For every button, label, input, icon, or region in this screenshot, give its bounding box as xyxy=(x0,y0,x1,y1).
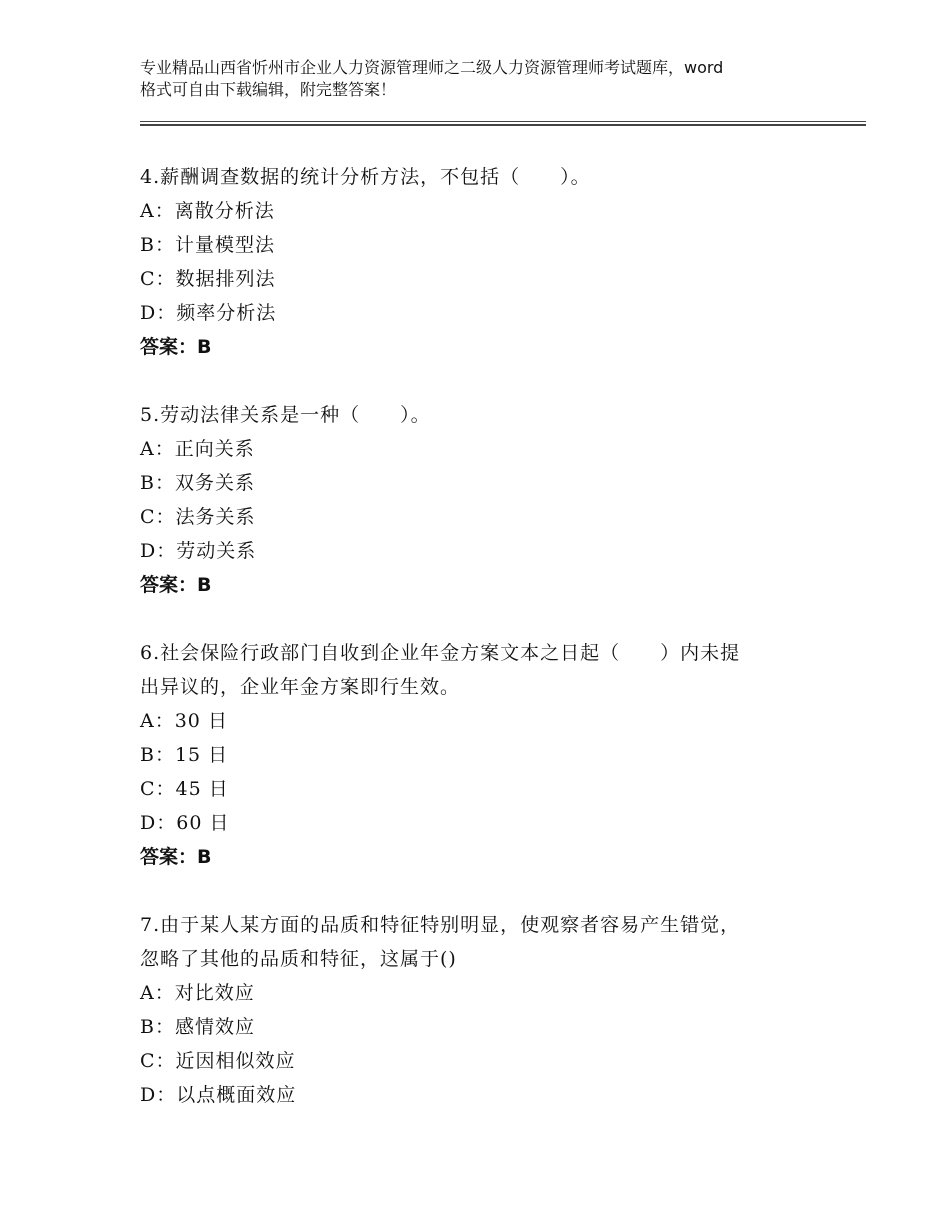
question-7 xyxy=(140,908,840,1112)
option-d: D：60 日 xyxy=(140,812,230,834)
question-6 xyxy=(140,636,840,874)
question-5 xyxy=(140,398,840,602)
option-c: C：数据排列法 xyxy=(140,268,276,290)
answer-label: 答案：B xyxy=(140,574,212,596)
question-text-line-2: 出异议的，企业年金方案即行生效。 xyxy=(140,676,461,698)
question-text: 5.劳动法律关系是一种（ ）。 xyxy=(140,404,431,426)
option-a: A：30 日 xyxy=(140,710,228,732)
question-4 xyxy=(140,160,840,364)
option-b: B：双务关系 xyxy=(140,472,255,494)
option-c: C：45 日 xyxy=(140,778,229,800)
option-c: C：法务关系 xyxy=(140,506,256,528)
answer-label: 答案：B xyxy=(140,846,212,868)
header-divider-thick xyxy=(140,124,866,126)
header-line-2: 格式可自由下载编辑，附完整答案！ xyxy=(140,80,397,99)
option-b: B：15 日 xyxy=(140,744,229,766)
option-a: A：正向关系 xyxy=(140,438,255,460)
header-line-1: 专业精品山西省忻州市企业人力资源管理师之二级人力资源管理师考试题库，word xyxy=(140,58,724,77)
header-divider-thin xyxy=(140,121,866,122)
option-d: D：劳动关系 xyxy=(140,540,257,562)
question-text-line-1: 6.社会保险行政部门自收到企业年金方案文本之日起（ ）内未提 xyxy=(140,642,741,664)
document-header xyxy=(140,57,840,101)
question-text: 4.薪酬调查数据的统计分析方法，不包括（ ）。 xyxy=(140,166,591,188)
option-a: A：离散分析法 xyxy=(140,200,275,222)
question-list xyxy=(140,160,840,1146)
option-b: B：感情效应 xyxy=(140,1016,255,1038)
option-b: B：计量模型法 xyxy=(140,234,275,256)
option-d: D：以点概面效应 xyxy=(140,1084,297,1106)
option-a: A：对比效应 xyxy=(140,982,255,1004)
question-text-line-2: 忽略了其他的品质和特征，这属于() xyxy=(140,948,457,970)
option-d: D：频率分析法 xyxy=(140,302,277,324)
option-c: C：近因相似效应 xyxy=(140,1050,296,1072)
question-text-line-1: 7.由于某人某方面的品质和特征特别明显，使观察者容易产生错觉， xyxy=(140,914,741,936)
answer-label: 答案：B xyxy=(140,336,212,358)
